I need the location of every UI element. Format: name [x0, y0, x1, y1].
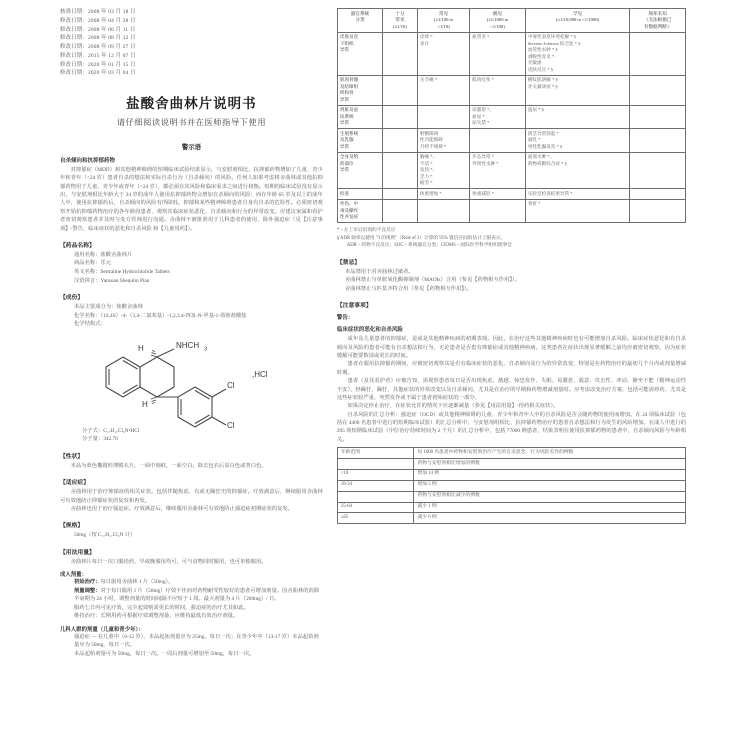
suicide-risk-table: [337, 447, 686, 524]
adr-rare-cell: 横纹肌溶解 * § 牙关紧闭症 * §: [525, 75, 629, 105]
risk-value-cell: 药物与安慰剂相比减少的例数: [414, 491, 686, 502]
contraindication-line-2: 舍曲林禁止与单胺氧化酶抑制剂（MAOIs）合用（参见【药物相互作用】）。: [344, 277, 520, 284]
molecular-weight: 分子量：342.70: [82, 436, 118, 443]
precautions-heading: 【注意事项】: [336, 303, 372, 310]
adr-rare-cell: 遗尿 * §: [525, 105, 629, 129]
adr-uncommon-cell: [470, 199, 526, 223]
adr-rare-cell: 面部水肿 *、 药物戒断综合症 * §: [525, 152, 629, 189]
structure-label-h-bottom: H: [142, 399, 149, 409]
dosage-pediatric-heading: 儿科人群的剂量（儿童和青少年）：: [60, 626, 144, 633]
warning-header: 警示语: [181, 144, 201, 151]
table-row: [337, 129, 685, 153]
dosage-intro: 舍曲林片每日一次口服给药，早或晚服用均可，可与食物同时服用，也可单独服用。: [70, 558, 267, 565]
adr-table-head: [337, 9, 685, 33]
adr-col-vc-l1: 十分: [395, 10, 405, 16]
molecular-formula: 分子式：C₁₇H₁₇Cl₂N•HCl: [82, 427, 140, 434]
adr-col-r-l1: 罕见: [572, 10, 583, 16]
adr-very-common-cell: [383, 152, 418, 189]
adr-very-common-cell: [383, 32, 418, 75]
adr-category-cell: 检查: [337, 189, 382, 200]
dosage-adjust-label: 剂量调整：: [74, 587, 101, 594]
date-line: 修改日期：2008 年 04 月 28 日: [60, 17, 136, 24]
adr-very-common-cell: [383, 199, 418, 223]
date-line: 修改日期：2015 年 12 月 07 日: [60, 52, 136, 59]
contraindication-line-3: 舍曲林禁止与匹莫齐特合用（参见【药物相互作用】）。: [344, 285, 472, 292]
adr-col-u-l2: (≥1/1000 to: [486, 17, 509, 23]
adr-very-common-cell: [383, 129, 418, 153]
adr-very-common-cell: [383, 75, 418, 105]
adr-category-cell: 全身及给 药部位 异常: [337, 152, 382, 189]
adr-col-very-common: [383, 9, 418, 33]
precautions-pooled-analysis: 自杀风险的汇总分析：强迫症（OCD）或其他精神障碍的儿童、青少年和青年人中的自杀风险是否会随药物的使用而增加。在 24 项临床试验（包括在 4400 名患者中进行的短期临床试验）的汇总分析中，与安慰剂组相比，抗抑郁药物治疗的患者自杀想法和行为发生的风险增加。在成人中进行的 295 项短期临床试验（中位治疗持续时间为 2 个月）的汇总分析中，包括 77000 例患者，结果表明在使用抗抑郁药物的患者中，自杀倾向风险与年龄相关。: [336, 411, 686, 443]
adr-unknown-cell: [630, 189, 686, 200]
adr-common-cell: 体重增加 *: [417, 189, 469, 200]
adr-unknown-cell: [630, 75, 686, 105]
footnote-abbrev: ADR – 药物不良反应；SOC – 系统器官分类；CIOMS – 国际医学科学组织理事会: [346, 243, 512, 249]
table-row: [337, 189, 685, 200]
structure-label-hcl: ,HCl: [252, 369, 268, 379]
structure-label-h-top: H: [138, 343, 145, 353]
warning-body: 对抑郁症（MDD）和其他精神障碍的短期临床试验结果显示，与安慰剂相比，抗抑郁药物增加了儿童、青少年和青年（<24 岁）患者自杀的想法和实际自杀行为（自杀倾向）的风险。任何人如果考虑将舍曲林或其他抗抑郁药物用于儿童、青少年或青年（<24 岁），都必须在其风险和临床需求之间进行权衡。短期的临床试验没有显示出，与安慰剂相比年龄大于 24 岁的成年人使用抗抑郁药物会增加自杀倾向的风险；而在年龄 65 岁及以上的成年人中，使用抗抑郁药后，自杀倾向的风险有所降低。抑郁和某些精神障碍患者自身有自杀的危险性。必须密切观察开始抗抑郁药物治疗的各年龄段患者，观察其临床症状恶化、自杀倾向和行为的异常改变。应建议家属和看护者密切观察患者并及时与处方医师进行沟通。舍曲林不被批准用于儿科患者的使用，除外强迫症（见【注意事项】-警告，临床症状的恶化和自杀风险 和【儿童用药】）。: [60, 167, 323, 232]
drug-pinyin-name: 汉语拼音：Yansuan Shequlin Pian: [74, 277, 150, 284]
footnote-section: § ADR 频率以使用 "3 的规则"（Rule of 3）计算的 95% 置信区间的估计上限表示。: [336, 235, 506, 241]
adr-col-c-l3: <1/10): [437, 23, 450, 29]
adr-col-c-l1: 常见: [438, 10, 449, 16]
adr-very-common-cell: [383, 105, 418, 129]
drug-trade-name: 商品名称：乐元: [74, 260, 112, 267]
date-line: 修改日期：2020 年 01 月 15 日: [60, 61, 136, 68]
drug-english-name: 英文名称：Sertraline Hydrochloride Tablets: [74, 269, 170, 276]
adr-col-r-l2: (≥1/10,000 to <1/1000): [556, 17, 600, 23]
dosage-initial-label: 初始治疗：: [74, 579, 101, 586]
dosage-adjustment: [60, 587, 323, 604]
precautions-para-2: 患者在服用抗抑郁药期间，应被密切观察其是否有临床症状的恶化、自杀倾向及行为的异常改变，特别是在药物治疗的最初几个月内或剂量增减时期。: [336, 361, 686, 376]
adr-common-cell: 胸痛 *、 不适 * 发热 *、 乏力 * 疲劳 *: [417, 152, 469, 189]
adr-col-uk-l3: 有数据判断）: [643, 23, 672, 29]
adr-unknown-cell: [630, 152, 686, 189]
adr-col-c-l2: (≥1/100 to: [433, 17, 454, 23]
composition-chemical-name: 化学名称：（1S,4S）-4-（3,4-二氯苯基）-1,2,3,4-四氢-N-甲基-1-萘胺盐酸盐: [74, 312, 247, 319]
adr-col-soc-l1: 器官系统: [350, 10, 370, 16]
adr-unknown-cell: [630, 105, 686, 129]
dosage-initial: [60, 578, 323, 586]
contraindications-heading: 【禁忌】: [336, 259, 361, 266]
adr-header-row: [337, 9, 685, 33]
dosage-initial-body: 每日服用舍曲林 1 片（50mg）。: [100, 579, 174, 586]
specification-body: 50mg（按 C₁₇H₁₇Cl₂N 计）: [74, 532, 136, 539]
adr-uncommon-cell: 体重减轻 *: [470, 189, 526, 200]
dosage-adjust-body: 对于每日服用 1 片（50mg）疗效不佳而对药物耐受性较好的患者可增加剂量。因舍曲林的消除半衰期为 24 小时，调整剂量的时间间隔不应短于 1 周。最大剂量为 4 片（200mg）/ 日。: [74, 587, 320, 603]
adr-col-vc-l3: (≥1/10): [393, 23, 407, 29]
adr-category-cell: 肌肉骨骼 及结缔组 织和骨 异常: [337, 75, 382, 105]
adr-col-common: [417, 9, 469, 33]
table-row: [337, 32, 685, 75]
adr-common-cell: 射精障碍 性功能障碍 月经不规律 *: [417, 129, 469, 153]
dosage-adjust-note: 服药七日内可见疗效，完全起效则需更长的时间，强迫症的治疗尤其如此。: [74, 604, 249, 611]
composition-main: 本品主要成分为：盐酸舍曲林: [74, 304, 143, 311]
page-title: 盐酸舍曲林片说明书: [126, 96, 257, 111]
risk-age-cell: ≥65: [337, 513, 414, 524]
indications-para-1: 舍曲林用于治疗抑郁症的相关症状。包括伴随焦虑，有或无躁狂史的抑郁症。疗效满意后，继续服用舍曲林可有效地防止抑郁症状的复发和再发。: [60, 489, 323, 504]
risk-value-cell: 药物与安慰剂相比增加的例数: [414, 458, 686, 469]
footnote-asterisk: * – 在上市后识别的不良反应: [336, 228, 396, 234]
chemical-structure-diagram: [60, 333, 323, 430]
adr-uncommon-cell: 肌肉痉挛 *: [470, 75, 526, 105]
svg-text:3: 3: [204, 346, 208, 353]
precautions-para-1: 成年及儿童患者的抑郁症，是或是其他精神疾病的初期表现。因此，在治疗这些其他精神疾病时也有可能增加自杀风险。临床症状恶化和有自杀倾向及风险的患者可能有自杀想法和行为，无论患者是否患有抑郁症或其他精神疾病。这类患者在症状出现显著缓解之前均应被密切观察。因为症状缓解可能要数周或更长的时间。: [336, 336, 686, 360]
adr-category-cell: 肾脏及泌 尿系统 异常: [337, 105, 382, 129]
revision-dates: [60, 8, 323, 78]
table-row: [337, 458, 685, 469]
risk-age-cell: [337, 491, 414, 502]
structure-label-cl-1: Cl: [227, 380, 235, 390]
adr-col-rare: [525, 9, 629, 33]
dosage-pediatric-note: 本品起始剂量可为 50mg，每日一次。一周后剂量可增加至 50mg，每日一次。: [74, 650, 255, 657]
risk-value-cell: 增加 14 例: [414, 469, 686, 480]
adr-col-uk-l1: 频率未知: [648, 10, 667, 16]
risk-age-cell: 25-64: [337, 502, 414, 513]
date-line: 核准日期：2008 年 03 月 18 日: [60, 9, 136, 15]
table-row: [337, 469, 685, 480]
right-column: [331, 8, 744, 748]
section-drug-name-heading: 【药品名称】: [60, 242, 95, 249]
properties-body: 本品为蓝色椭圆形薄膜衣片，一面中刻痕，一面空白。除去包衣后显白色或类白色。: [70, 462, 267, 469]
precautions-warning-label: 警告：: [336, 315, 354, 322]
date-line: 修改日期：2008 年 06 月 11 日: [60, 26, 136, 33]
precautions-para-4: 如果决定停止治疗，在症状允许的情况下应逐渐减量（参见【用法用量】-停药相关症状）。: [347, 403, 559, 410]
contraindication-line-1: 本品禁用于对舍曲林过敏者。: [344, 268, 414, 275]
composition-structure-label: 化学结构式：: [74, 321, 106, 328]
table-row: [337, 75, 685, 105]
table-row: [337, 152, 685, 189]
section-dosage-heading: 【用法用量】: [60, 549, 95, 556]
section-specification-heading: 【规格】: [60, 523, 84, 530]
adr-category-cell: 皮肤及皮 下组织 异常: [337, 32, 382, 75]
section-composition-heading: 【成份】: [60, 295, 84, 302]
adr-common-cell: 关节痛 *: [417, 75, 469, 105]
table-row: [337, 513, 685, 524]
precautions-subheading: 临床症状的恶化和自杀风险: [336, 327, 403, 334]
adr-col-soc: [337, 9, 382, 33]
risk-header-cell: 年龄范围: [337, 448, 414, 459]
risk-value-cell: 增加 5 例: [414, 480, 686, 491]
structure-label-cl-2: Cl: [227, 420, 235, 430]
warning-subheading: 自杀倾向和抗抑郁药物: [60, 158, 116, 164]
adr-col-soc-l2: 分类: [355, 17, 365, 23]
table-row: [337, 491, 685, 502]
adr-table-body: [337, 32, 685, 223]
risk-value-cell: 减少 1 例: [414, 502, 686, 513]
risk-header-row: [337, 448, 685, 459]
adr-unknown-cell: [630, 129, 686, 153]
section-properties-heading: 【性状】: [60, 453, 84, 460]
adr-rare-cell: 骨折 *: [525, 199, 629, 223]
adverse-reactions-table: [337, 8, 686, 223]
adr-uncommon-cell: 尿潴留 *、 血尿 * 尿失禁 *: [470, 105, 526, 129]
adr-rare-cell: 阴茎异常勃起 * 溢乳 * 男性乳腺发育 * §: [525, 129, 629, 153]
adr-rare-cell: 中毒性表皮坏死松解 * § Stevens-Johnson 综合征 * § 血管性水肿 * § 剥脱性皮炎 * 光敏感 皮肤反应 * §: [525, 32, 629, 75]
adr-uncommon-cell: 血管炎 *: [470, 32, 526, 75]
risk-age-cell: [337, 458, 414, 469]
adr-very-common-cell: [383, 189, 418, 200]
adr-uncommon-cell: 步态异常 * 外周性水肿 *: [470, 152, 526, 189]
adr-col-vc-l2: 常见: [395, 17, 405, 23]
adr-category-cell: 外伤、中 毒及操作 性并发症: [337, 199, 382, 223]
section-indications-heading: 【适应症】: [60, 480, 89, 487]
adr-col-unknown: [630, 9, 686, 33]
adr-footnotes: [337, 227, 686, 250]
left-column: [6, 8, 331, 748]
date-line: 修改日期：2020 年 03 月 04 日: [60, 70, 136, 77]
risk-age-cell: <18: [337, 469, 414, 480]
adr-common-cell: [417, 199, 469, 223]
risk-age-cell: 18-24: [337, 480, 414, 491]
table-row: [337, 105, 685, 129]
adr-col-uk-l2: （无法根据已: [643, 17, 672, 23]
adr-common-cell: 皮疹 * 多汗: [417, 32, 469, 75]
table-row: [337, 480, 685, 491]
date-line: 修改日期：2008 年 08 月 12 日: [60, 35, 136, 42]
dosage-adult-heading: 成人剂量：: [60, 572, 87, 579]
risk-value-cell: 减少 6 例: [414, 513, 686, 524]
table-row: [337, 199, 685, 223]
adr-unknown-cell: [630, 32, 686, 75]
drug-generic-name: 通用名称：盐酸舍曲林片: [74, 251, 133, 258]
precautions-para-3: 患者（及其看护者）应被告知，需观察患者每日是否出现焦虑、激越、惊恐发作、失眠、易激惹、敌意、攻击性、冲动、静坐不能（精神运动性不安）、轻躁狂、躁狂、其他症状的异常改变以及自杀倾向，尤其是在治疗的早期和药物增减剂量时。应考虑改变治疗方案，包括可能需停药，尤其是这些症状较严重、突然发作或不属于患者初始症状的一部分。: [336, 378, 686, 401]
adr-col-uncommon: [470, 9, 526, 33]
adr-col-u-l3: <1/100): [490, 23, 505, 29]
risk-header-cell: 每 1000 名患者中药物和安慰剂治疗产生的自杀意念、行为风险差异的例数: [414, 448, 686, 459]
dosage-pediatric-ocd: 强迫症 — 在儿童中（6-12 岁），本品起始剂量应为 25mg，每日一次；在青少年中（13-17 岁）本品起始剂量应为 50mg，每日一次。: [74, 633, 319, 649]
indications-para-2: 舍曲林也用于治疗强迫症。疗效满意后，继续服用舍曲林可有效地防止强迫症初期症状的复发。: [70, 505, 294, 512]
dosage-maintenance: 维持治疗：长期用药可根据疗效调整剂量，应维持最低有效治疗剂量。: [74, 613, 239, 620]
adr-col-u-l1: 偶见: [492, 10, 503, 16]
adr-unknown-cell: [630, 199, 686, 223]
adr-rare-cell: 实验室检查结果异常 *: [525, 189, 629, 200]
table-row: [337, 502, 685, 513]
adr-category-cell: 生殖系统 及乳腺 异常: [337, 129, 382, 153]
date-line: 修改日期：2008 年 09 月 27 日: [60, 44, 136, 50]
adr-uncommon-cell: [470, 129, 526, 153]
adr-common-cell: [417, 105, 469, 129]
page-subtitle: 请仔细阅读说明书并在医师指导下使用: [116, 118, 267, 127]
risk-table-body: [337, 448, 685, 524]
structure-label-nhch3: NHCH: [176, 340, 200, 350]
